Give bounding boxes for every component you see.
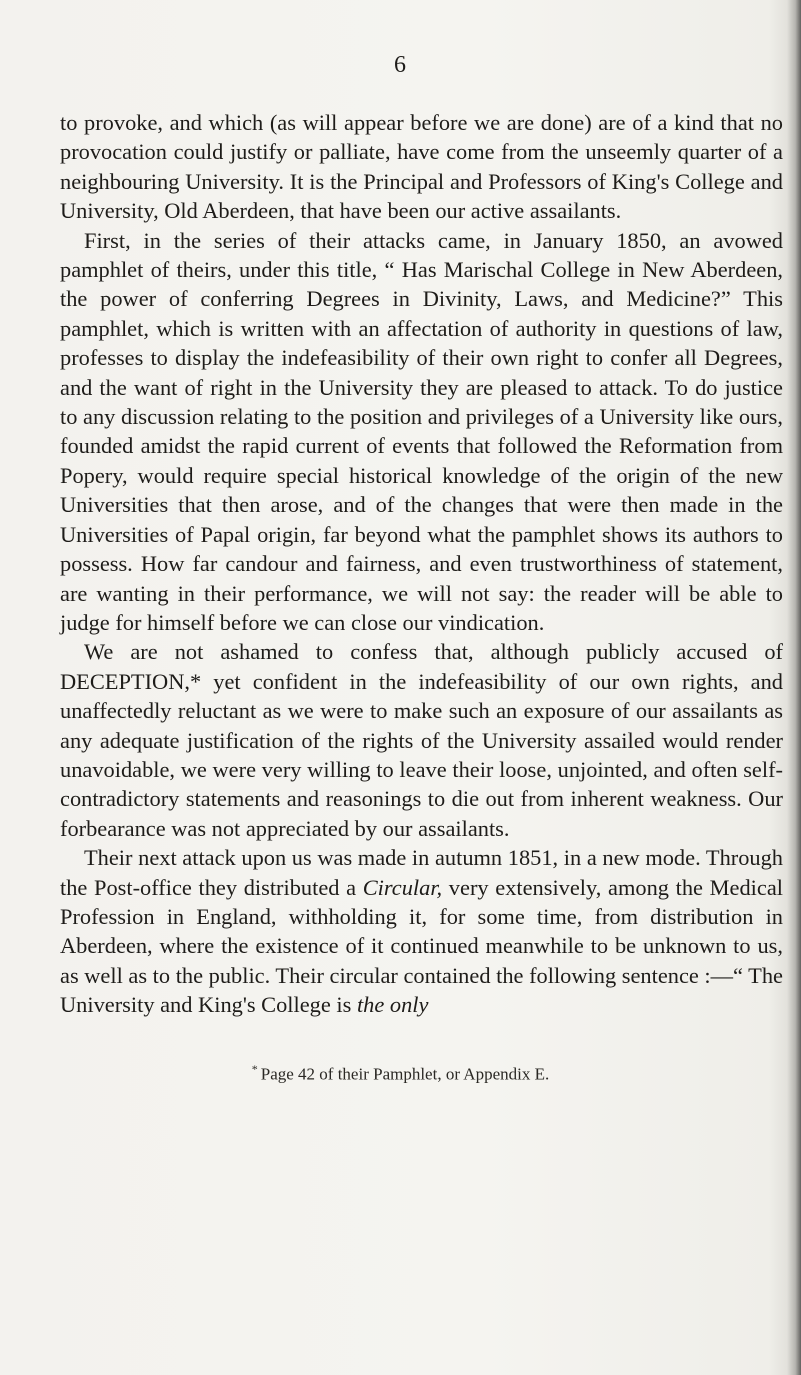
paragraph-4-italic-circular: Circular, xyxy=(362,874,443,900)
paragraph-2: First, in the series of their attacks came, in January 1850, an avowed pamphlet of theirs, under this title, “ Has Marischal College in New Aberdeen, the power of conferring Degrees in Divinity, Laws, and Medicine?” This pamphlet, which is written with an affectation of authority in questions of law, professes to display the indefeasibility of their own right to confer all Degrees, and the want of right in the University they are pleased to attack. To do justice to any discussion relating to the position and privileges of a University like ours, founded amidst the rapid current of events that followed the Reformation from Popery, would require special historical knowledge of the origin of the new Universities that then arose, and of the changes that were then made in the Universities of Papal origin, far beyond what the pamphlet shows its authors to possess. How far candour and fairness, and even trustworthiness of statement, are wanting in their performance, we will not say: the reader will be able to judge for himself before we can close our vindication. xyxy=(60,227,783,635)
page-edge-shadow xyxy=(787,0,801,1375)
paragraph-4-text-middle: very extensively, among the Medical Profession in England, withholding it, for some time, from distribution in Aberdeen, where the existence of it continued meanwhile to be unknown to us, as well as to the public. Their circular contained the following sentence :—“ The University and King's College is xyxy=(60,874,783,1018)
page-number: 6 xyxy=(394,52,407,78)
paragraph-3: We are not ashamed to confess that, although publicly accused of DECEPTION,* yet confident in the indefeasibility of our own rights, and unaffectedly reluctant as we were to make such an exposure of our assailants as any adequate justification of the rights of the University assailed would render unavoidable, we were very willing to leave their loose, unjointed, and often self-contradictory statements and reasonings to die out from inherent weakness. Our forbearance was not appreciated by our assailants. xyxy=(60,639,783,841)
paragraph-4-italic-the-only: the only xyxy=(356,992,429,1018)
footnote-text: Page 42 of their Pamphlet, or Appendix E. xyxy=(260,1064,550,1084)
paragraph-4 xyxy=(60,843,783,1019)
paragraph-4-text-start: Their next attack upon us was made in autumn 1851, in a new mode. Through the Post-office they distributed a xyxy=(60,845,783,900)
body-text xyxy=(60,108,783,1020)
footnote xyxy=(0,1058,801,1086)
footnote-mark: * xyxy=(251,1062,258,1076)
paragraph-1: to provoke, and which (as will appear before we are done) are of a kind that no provocation could justify or palliate, have come from the unseemly quarter of a neighbouring University. It is the Principal and Professors of King's College and University, Old Aberdeen, that have been our active assailants. xyxy=(60,110,783,224)
